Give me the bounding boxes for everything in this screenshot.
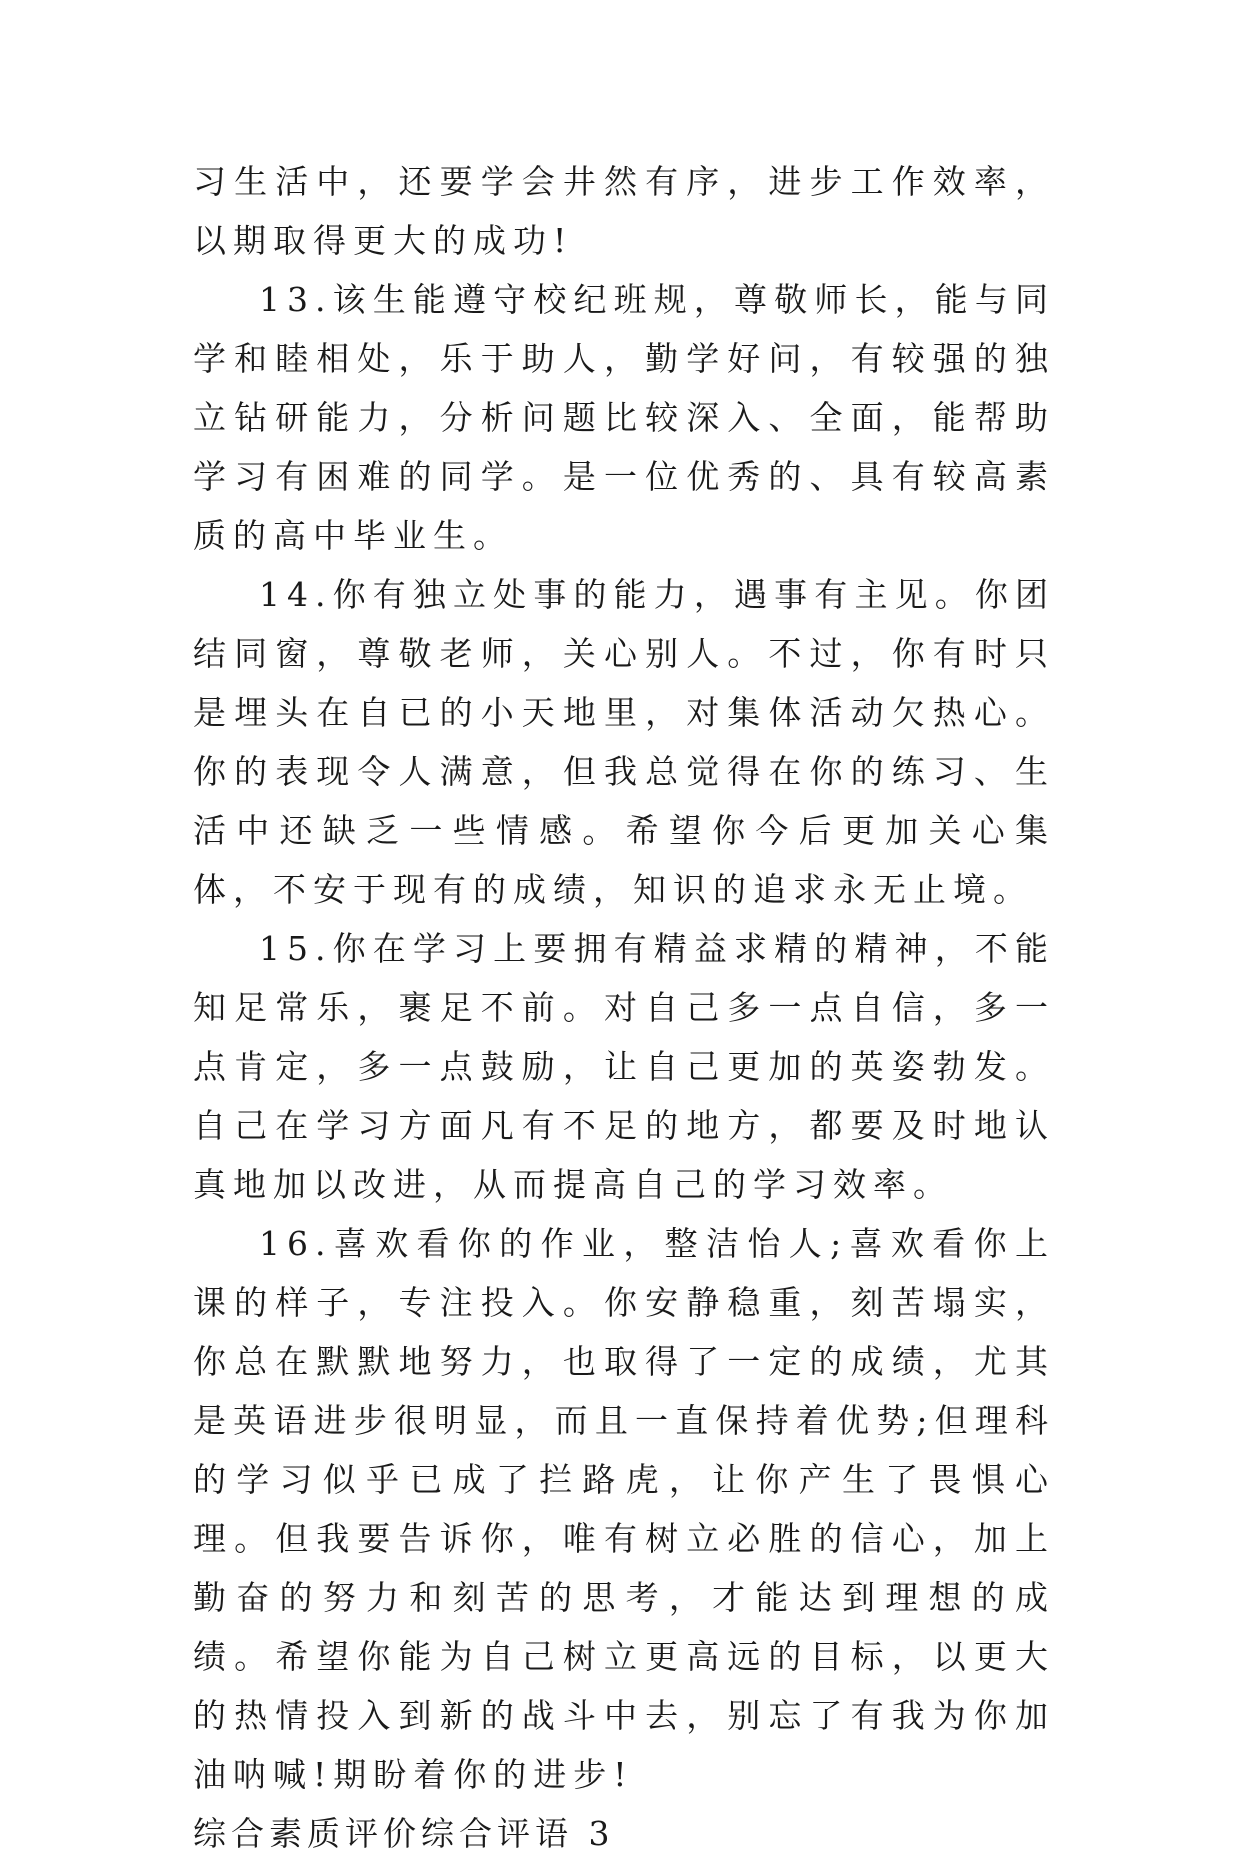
paragraph-item-16: 16.喜欢看你的作业，整洁怡人;喜欢看你上课的样子，专注投入。你安静稳重，刻苦塌实，你总在默默地努力，也取得了一定的成绩，尤其是英语进步很明显，而且一直保持着优势;但理科的学习似乎已成了拦路虎，让你产生了畏惧心理。但我要告诉你，唯有树立必胜的信心，加上勤奋的努力和刻苦的思考，才能达到理想的成绩。希望你能为自己树立更高远的目标，以更大的热情投入到新的战斗中去，别忘了有我为你加油呐喊!期盼着你的进步! — [193, 1224, 1055, 1794]
paragraph-continuation: 习生活中，还要学会井然有序，进步工作效率，以期取得更大的成功! — [193, 162, 1055, 260]
paragraph-item-14: 14.你有独立处事的能力，遇事有主见。你团结同窗，尊敬老师，关心别人。不过，你有时只是埋头在自已的小天地里，对集体活动欠热心。你的表现令人满意，但我总觉得在你的练习、生活中还缺乏一些情感。希望你今后更加关心集体，不安于现有的成绩，知识的追求永无止境。 — [193, 575, 1055, 909]
paragraph-item-15: 15.你在学习上要拥有精益求精的精神，不能知足常乐，裹足不前。对自己多一点自信，多一点肯定，多一点鼓励，让自己更加的英姿勃发。自己在学习方面凡有不足的地方，都要及时地认真地加以改进，从而提高自己的学习效率。 — [193, 929, 1055, 1204]
document-page — [193, 152, 1055, 1863]
paragraph-item-13: 13.该生能遵守校纪班规，尊敬师长，能与同学和睦相处，乐于助人，勤学好问，有较强的独立钻研能力，分析问题比较深入、全面，能帮助学习有困难的同学。是一位优秀的、具有较高素质的高中毕业生。 — [193, 280, 1055, 555]
section-heading: 综合素质评价综合评语 3 — [193, 1814, 615, 1853]
